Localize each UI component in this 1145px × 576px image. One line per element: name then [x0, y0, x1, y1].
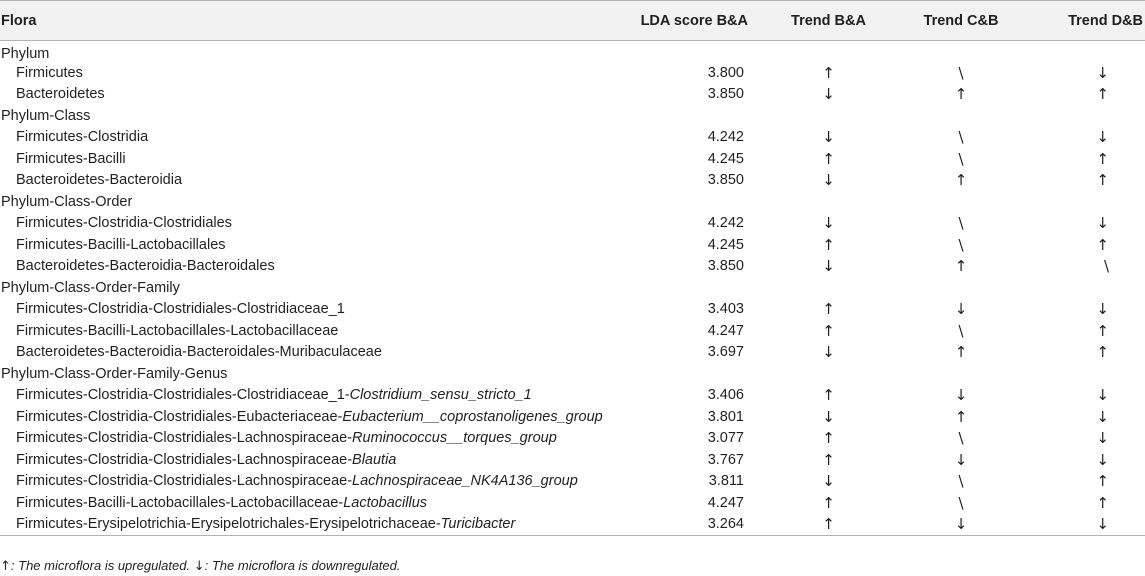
flora-name: Bacteroidetes — [16, 86, 105, 103]
trend-db-cell: ↑ — [1096, 85, 1109, 104]
group-row — [0, 105, 1145, 127]
genus-name: Blautia — [352, 451, 397, 468]
table-row — [0, 342, 1145, 364]
lda-score-cell: 4.242 — [707, 215, 744, 232]
flora-name-cell — [0, 234, 636, 256]
trend-db-cell: ↓ — [1096, 300, 1109, 319]
lda-score-cell: 4.245 — [707, 150, 744, 167]
table-row — [0, 62, 1145, 84]
table-row — [0, 406, 1145, 428]
trend-db-cell: ↓ — [1096, 450, 1109, 469]
group-label: Phylum-Class-Order — [1, 193, 133, 210]
group-label: Phylum — [1, 45, 50, 62]
genus-name: Lachnospiraceae_NK4A136_group — [352, 473, 578, 490]
group-row — [0, 191, 1145, 213]
empty-cell — [1021, 363, 1145, 385]
trend-db-cell: ↑ — [1096, 321, 1109, 340]
trend-db-cell: ↓ — [1096, 386, 1109, 405]
trend-ba-cell: ↑ — [822, 493, 835, 512]
trend-db-cell: ↓ — [1096, 429, 1109, 448]
trend-ba-cell: ↓ — [822, 407, 835, 426]
table-row — [0, 449, 1145, 471]
group-label: Phylum-Class — [1, 107, 91, 124]
trend-ba-cell: ↑ — [822, 235, 835, 254]
trend-cb-cell: ↑ — [954, 257, 968, 276]
empty-cell — [901, 105, 1021, 127]
trend-ba-cell: ↓ — [822, 343, 835, 362]
empty-cell — [901, 363, 1021, 385]
empty-cell — [636, 191, 756, 213]
flora-name-cell — [0, 127, 636, 149]
flora-name: Firmicutes-Erysipelotrichia-Erysipelotrichales-Erysipelotrichaceae- — [16, 516, 441, 532]
table-row — [0, 471, 1145, 493]
group-label: Phylum-Class-Order-Family-Genus — [1, 365, 228, 382]
empty-cell — [1021, 41, 1145, 63]
trend-db-cell: ↓ — [1096, 63, 1109, 82]
genus-name: Turicibacter — [440, 516, 516, 532]
footnote-up-text: : The microflora is upregulated. — [10, 558, 194, 573]
footnote-down-text: : The microflora is downregulated. — [204, 558, 401, 573]
flora-name: Bacteroidetes-Bacteroidia-Bacteroidales-Muribaculaceae — [16, 344, 382, 361]
flora-name: Firmicutes-Clostridia-Clostridiales-Lachnospiraceae- — [16, 430, 353, 447]
table-body — [0, 41, 1145, 536]
flora-name-cell — [0, 428, 636, 450]
trend-ba-cell: ↑ — [822, 450, 835, 469]
trend-db-cell: ↓ — [1096, 407, 1109, 426]
header-flora: Flora — [0, 1, 636, 41]
trend-cb-cell: ↓ — [954, 386, 968, 405]
trend-ba-cell: ↑ — [822, 429, 835, 448]
trend-cb-cell: ↓ — [901, 514, 1021, 536]
trend-ba-cell: ↓ — [822, 257, 835, 276]
empty-cell — [636, 277, 756, 299]
table-row — [0, 385, 1145, 407]
trend-cb-cell: \ — [958, 321, 964, 340]
genus-name: Eubacterium__coprostanoligenes_group — [342, 408, 603, 425]
flora-name: Bacteroidetes-Bacteroidia-Bacteroidales — [16, 258, 275, 275]
trend-db-cell: \ — [1103, 257, 1109, 276]
trend-cb-cell: \ — [958, 472, 964, 491]
trend-ba-cell: ↓ — [822, 85, 835, 104]
trend-ba-cell: ↓ — [822, 128, 835, 147]
flora-name-cell — [0, 342, 636, 364]
trend-db-cell: ↑ — [1096, 171, 1109, 190]
empty-cell — [1021, 191, 1145, 213]
empty-cell — [756, 191, 901, 213]
flora-name-cell — [0, 514, 636, 536]
lda-score-cell: 3.697 — [707, 344, 744, 361]
flora-name: Firmicutes-Clostridia-Clostridiales — [16, 215, 232, 232]
table-row — [0, 170, 1145, 192]
trend-ba-cell: ↑ — [822, 321, 835, 340]
flora-name-cell — [0, 492, 636, 514]
header-lda-score: LDA score B&A — [636, 1, 756, 41]
flora-name-cell — [0, 406, 636, 428]
lda-score-cell: 3.800 — [707, 64, 744, 81]
trend-db-cell: ↓ — [1096, 128, 1109, 147]
table-row — [0, 213, 1145, 235]
trend-cb-cell: \ — [958, 128, 964, 147]
flora-name: Firmicutes-Clostridia-Clostridiales-Lachnospiraceae- — [16, 451, 353, 468]
flora-name-cell — [0, 385, 636, 407]
empty-cell — [756, 105, 901, 127]
lda-score-cell: 3.264 — [636, 514, 756, 536]
trend-cb-cell: ↓ — [954, 450, 968, 469]
trend-cb-cell: \ — [958, 429, 964, 448]
flora-name-cell — [0, 256, 636, 278]
table-footnote — [0, 558, 400, 574]
flora-name-cell — [0, 62, 636, 84]
trend-cb-cell: \ — [958, 149, 964, 168]
header-trend-db: Trend D&B — [1021, 1, 1145, 41]
table-row — [0, 127, 1145, 149]
flora-name: Firmicutes-Bacilli-Lactobacillales — [16, 236, 226, 253]
genus-name: Ruminococcus__torques_group — [352, 430, 557, 447]
empty-cell — [901, 41, 1021, 63]
flora-name-cell — [0, 170, 636, 192]
empty-cell — [1021, 105, 1145, 127]
group-row — [0, 277, 1145, 299]
trend-ba-cell: ↓ — [822, 472, 835, 491]
flora-name: Firmicutes-Clostridia-Clostridiales-Clostridiaceae_1 — [16, 301, 345, 318]
trend-ba-cell: ↑ — [822, 63, 835, 82]
group-row — [0, 363, 1145, 385]
trend-cb-cell: ↓ — [954, 300, 968, 319]
group-label: Phylum-Class-Order-Family — [1, 279, 180, 296]
empty-cell — [901, 277, 1021, 299]
flora-name-cell — [0, 299, 636, 321]
trend-db-cell: ↑ — [1096, 235, 1109, 254]
empty-cell — [636, 363, 756, 385]
flora-name-cell — [0, 213, 636, 235]
empty-cell — [756, 277, 901, 299]
header-trend-ba: Trend B&A — [756, 1, 901, 41]
trend-cb-cell: \ — [958, 493, 964, 512]
trend-cb-cell: \ — [958, 235, 964, 254]
genus-name: Lactobacillus — [343, 494, 428, 511]
trend-db-cell: ↑ — [1096, 493, 1109, 512]
lda-score-cell: 3.077 — [707, 430, 744, 447]
flora-name: Bacteroidetes-Bacteroidia — [16, 172, 183, 189]
empty-cell — [636, 41, 756, 63]
table-row — [0, 256, 1145, 278]
trend-db-cell: ↑ — [1096, 343, 1109, 362]
trend-ba-cell: ↑ — [822, 149, 835, 168]
lda-score-cell: 3.850 — [707, 258, 744, 275]
empty-cell — [756, 41, 901, 63]
lda-score-cell: 3.767 — [707, 451, 744, 468]
trend-cb-cell: ↑ — [954, 407, 968, 426]
empty-cell — [901, 191, 1021, 213]
genus-name: Clostridium_sensu_stricto_1 — [349, 387, 532, 404]
flora-name: Firmicutes-Clostridia-Clostridiales-Lachnospiraceae- — [16, 473, 353, 490]
trend-cb-cell: ↑ — [954, 85, 968, 104]
lda-score-cell: 3.406 — [707, 387, 744, 404]
table-row — [0, 514, 1145, 536]
lda-score-cell: 4.242 — [707, 129, 744, 146]
lda-score-cell: 3.850 — [707, 86, 744, 103]
table-row — [0, 84, 1145, 106]
table-row — [0, 234, 1145, 256]
empty-cell — [1021, 277, 1145, 299]
table-row — [0, 299, 1145, 321]
trend-ba-cell: ↑ — [822, 386, 835, 405]
trend-ba-cell: ↑ — [756, 514, 901, 536]
flora-name: Firmicutes-Bacilli — [16, 150, 126, 167]
trend-cb-cell: \ — [958, 214, 964, 233]
flora-name-cell — [0, 84, 636, 106]
trend-cb-cell: ↑ — [954, 171, 968, 190]
flora-name: Firmicutes-Clostridia-Clostridiales-Clostridiaceae_1- — [16, 387, 350, 404]
flora-name-cell — [0, 471, 636, 493]
lda-score-cell: 3.850 — [707, 172, 744, 189]
up-arrow-symbol: ↑ — [0, 559, 11, 574]
flora-name-cell — [0, 449, 636, 471]
empty-cell — [636, 105, 756, 127]
table-row — [0, 428, 1145, 450]
trend-db-cell: ↑ — [1096, 472, 1109, 491]
trend-db-cell: ↑ — [1096, 149, 1109, 168]
table-row — [0, 492, 1145, 514]
lda-score-cell: 3.801 — [707, 408, 744, 425]
flora-name: Firmicutes-Bacilli-Lactobacillales-Lactobacillaceae — [16, 322, 339, 339]
trend-cb-cell: ↑ — [954, 343, 968, 362]
down-arrow-symbol: ↓ — [193, 559, 205, 574]
lda-score-cell: 4.247 — [707, 494, 744, 511]
trend-ba-cell: ↓ — [822, 214, 835, 233]
flora-name: Firmicutes-Clostridia-Clostridiales-Eubacteriaceae- — [16, 408, 343, 425]
header-trend-cb: Trend C&B — [901, 1, 1021, 41]
table-row — [0, 320, 1145, 342]
flora-name-cell — [0, 320, 636, 342]
trend-ba-cell: ↓ — [822, 171, 835, 190]
flora-name: Firmicutes-Clostridia — [16, 129, 149, 146]
trend-db-cell: ↓ — [1096, 214, 1109, 233]
flora-name-cell — [0, 148, 636, 170]
trend-ba-cell: ↑ — [822, 300, 835, 319]
trend-cb-cell: \ — [958, 63, 964, 82]
lda-score-cell: 4.245 — [707, 236, 744, 253]
flora-name: Firmicutes — [16, 64, 83, 81]
lda-score-cell: 3.811 — [708, 473, 744, 490]
table-row — [0, 148, 1145, 170]
lda-score-cell: 4.247 — [707, 322, 744, 339]
lda-score-cell: 3.403 — [707, 301, 744, 318]
group-row — [0, 41, 1145, 63]
header-row — [0, 1, 1145, 41]
flora-name: Firmicutes-Bacilli-Lactobacillales-Lactobacillaceae- — [16, 494, 344, 511]
trend-db-cell: ↓ — [1021, 514, 1145, 536]
empty-cell — [756, 363, 901, 385]
